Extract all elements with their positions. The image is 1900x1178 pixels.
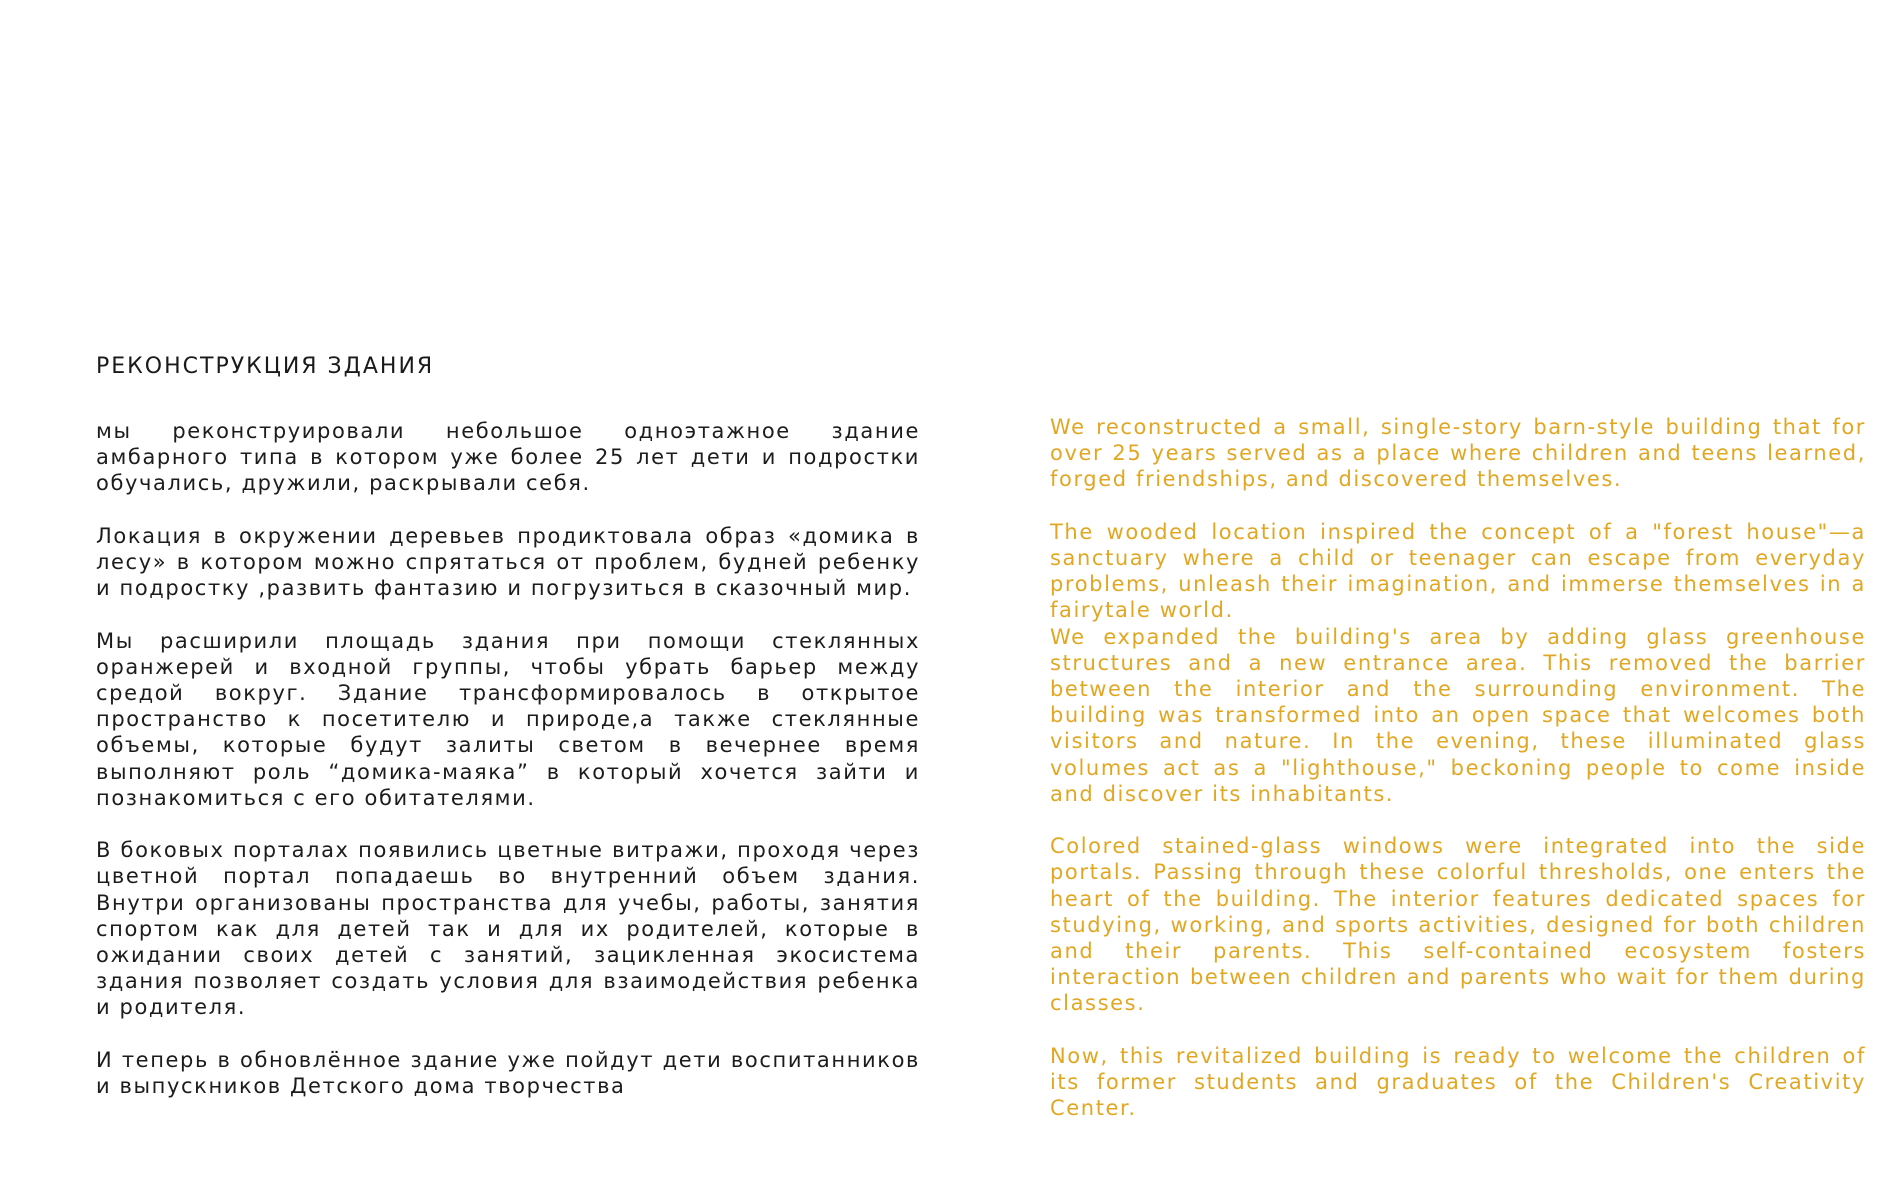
russian-paragraph: В боковых порталах появились цветные витражи, проходя через цветной портал попадаешь во внутренний объем здания. Внутри организованы пространства для учебы, работы, занятия спортом как для детей так и для их родителей, которые в ожидании своих детей с занятий, зацикленная экосистема здания позволяет создать условия для взаимодействия ребенка и родителя. bbox=[96, 838, 920, 1020]
english-paragraph: Colored stained-glass windows were integrated into the side portals. Passing through these colorful thresholds, one enters the heart of the building. The interior features dedicated spaces for studying, working, and sports activities, designed for both children and their parents. This self-contained ecosystem fosters interaction between children and parents who wait for them during classes. bbox=[1050, 834, 1866, 1016]
english-text-column bbox=[1050, 414, 1866, 1121]
russian-paragraph: Локация в окружении деревьев продиктовала образ «домика в лесу» в котором можно спрятаться от проблем, будней ребенку и подростку ,развить фантазию и погрузиться в сказочный мир. bbox=[96, 523, 920, 601]
english-paragraph: Now, this revitalized building is ready to welcome the children of its former students and graduates of the Children's Creativity Center. bbox=[1050, 1043, 1866, 1121]
english-paragraph: We reconstructed a small, single-story barn-style building that for over 25 years served as a place where children and teens learned, forged friendships, and discovered themselves. bbox=[1050, 415, 1866, 492]
page-title: РЕКОНСТРУКЦИЯ ЗДАНИЯ bbox=[96, 354, 435, 379]
russian-text-column bbox=[96, 418, 920, 1099]
russian-paragraph: Мы расширили площадь здания при помощи стеклянных оранжерей и входной группы, чтобы убрать барьер между средой вокруг. Здание трансформировалось в открытое пространство к посетителю и природе,а также стеклянные объемы, которые будут залиты светом в вечернее время выполняют роль “домика-маяка” в который хочется зайти и познакомиться с его обитателями. bbox=[96, 628, 920, 810]
english-paragraph: The wooded location inspired the concept of a "forest house"—a sanctuary where a child or teenager can escape from everyday problems, unleash their imagination, and immerse themselves in a fairytale world. bbox=[1050, 519, 1866, 623]
english-paragraph: We expanded the building's area by adding glass greenhouse structures and a new entrance area. This removed the barrier between the interior and the surrounding environment. The building was transformed into an open space that welcomes both visitors and nature. In the evening, these illuminated glass volumes act as a "lighthouse," beckoning people to come inside and discover its inhabitants. bbox=[1050, 624, 1866, 806]
russian-paragraph: мы реконструировали небольшое одноэтажное здание амбарного типа в котором уже более 25 лет дети и подростки обучались, дружили, раскрывали себя. bbox=[96, 419, 920, 496]
russian-paragraph: И теперь в обновлённое здание уже пойдут дети воспитанников и выпускников Детского дома творчества bbox=[96, 1047, 920, 1099]
